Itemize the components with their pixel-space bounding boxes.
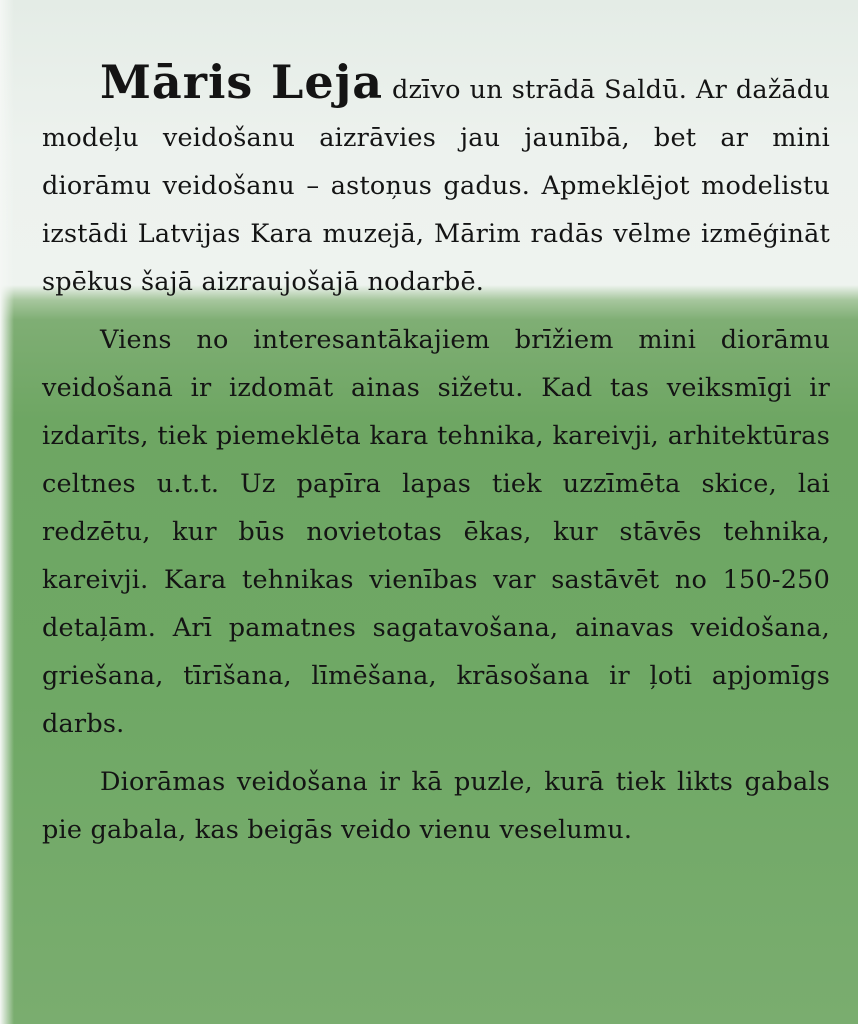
paragraph-process: Viens no interesantākajiem brīžiem mini diorāmu veidošanā ir izdomāt ainas sižetu. Kad tas veiksmīgi ir izdarīts, tiek piemeklēta kara tehnika, kareivji, arhitektūras celtnes u.t.t. Uz papīra lapas tiek uzzīmēta skice, lai redzētu, kur būs novietotas ēkas, kur stāvēs tehnika, kareivji. Kara tehnikas vienības var sastāvēt no 150-250 detaļām. Arī pamatnes sagatavošana, ainavas veidošana, griešana, tīrīšana, līmēšana, krāsošana ir ļoti apjomīgs darbs. (42, 325, 830, 739)
panel-edge (0, 0, 14, 1024)
author-name: Māris Leja (100, 55, 384, 109)
paragraph-intro-text: dzīvo un strādā Saldū. Ar dažādu modeļu veidošanu aizrāvies jau jaunībā, bet ar mini diorāmu veidošanu – astoņus gadus. Apmeklējot modelistu izstādi Latvijas Kara muzejā, Mārim radās vēlme izmēģināt spēkus šajā aizraujošajā nodarbē. (42, 75, 831, 297)
article-text (42, 55, 831, 864)
paragraph-intro (42, 55, 831, 306)
paragraph-puzzle: Diorāmas veidošana ir kā puzle, kurā tiek likts gabals pie gabala, kas beigās veido vienu veselumu. (42, 767, 830, 845)
